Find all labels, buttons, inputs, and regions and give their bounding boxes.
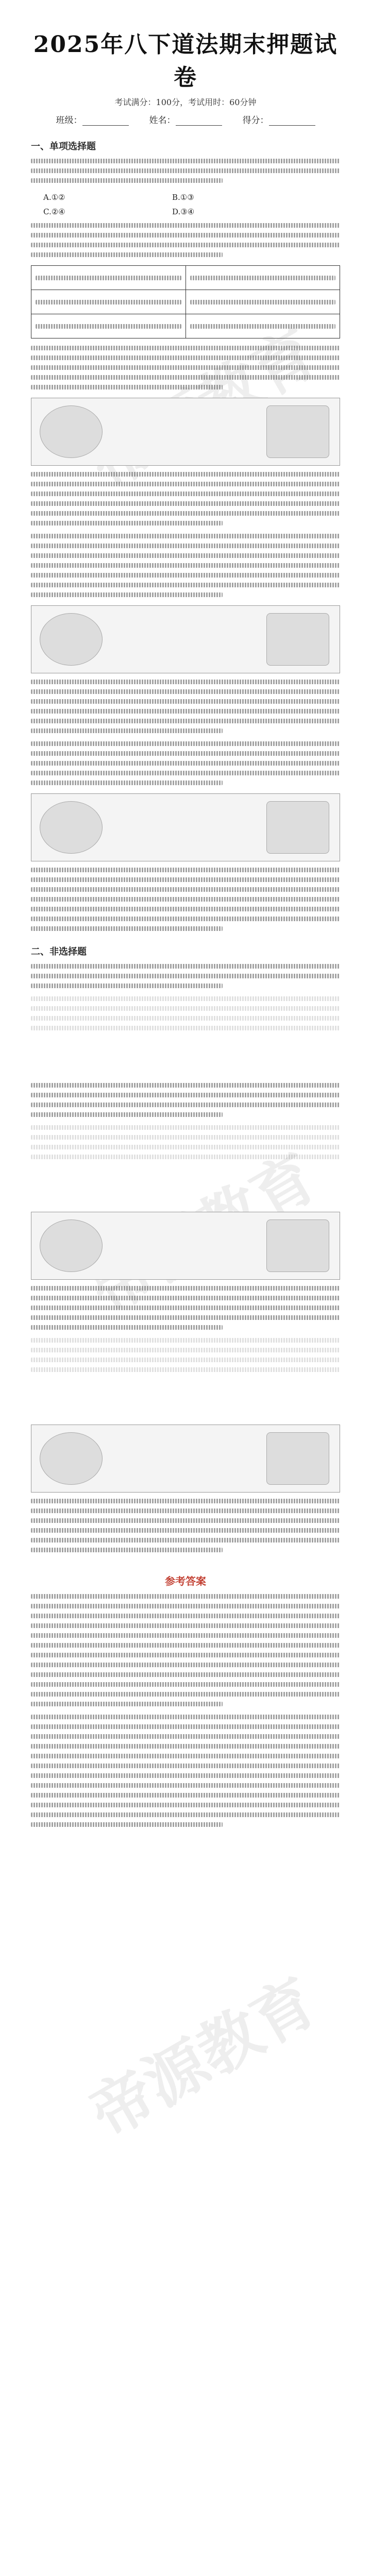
question-block [31,1083,340,1117]
answer-area[interactable] [31,996,340,1074]
question-block [31,868,340,931]
score-field[interactable]: 得分： [243,113,315,126]
question-figure [31,1425,340,1493]
question-block [31,964,340,988]
answer-key-title: 参考答案 [165,1575,206,1587]
question-block [31,1286,340,1330]
exam-title: 2025年八下道法期末押题试卷 [33,31,338,91]
question-figure [31,398,340,466]
question-block [31,472,340,526]
class-field[interactable]: 班级： [56,113,129,126]
question-block [31,223,340,257]
question-figure [31,793,340,861]
answer-area[interactable] [31,1338,340,1415]
question-table [31,265,340,338]
question-block [31,680,340,733]
question-block [31,741,340,785]
option-list: A.①② B.①③ C.②④ D.③④ [43,193,195,216]
question-figure [31,605,340,673]
section-title-choice: 一、单项选择题 [31,141,96,152]
answer-area[interactable] [31,1125,340,1202]
question-block [31,534,340,597]
question-block [31,1499,340,1552]
exam-meta: 考试满分：100分，考试用时：60分钟 [114,97,257,107]
watermark: 帝源教育 [78,1964,329,2151]
name-field[interactable]: 姓名： [149,113,222,126]
section-title-nonchoice: 二、非选择题 [31,946,87,957]
answer-key-block [31,1594,340,1706]
question-block [31,346,340,389]
question-block [31,159,340,183]
answer-key-block [31,1715,340,1827]
student-info-row [31,113,340,126]
question-figure [31,1212,340,1280]
